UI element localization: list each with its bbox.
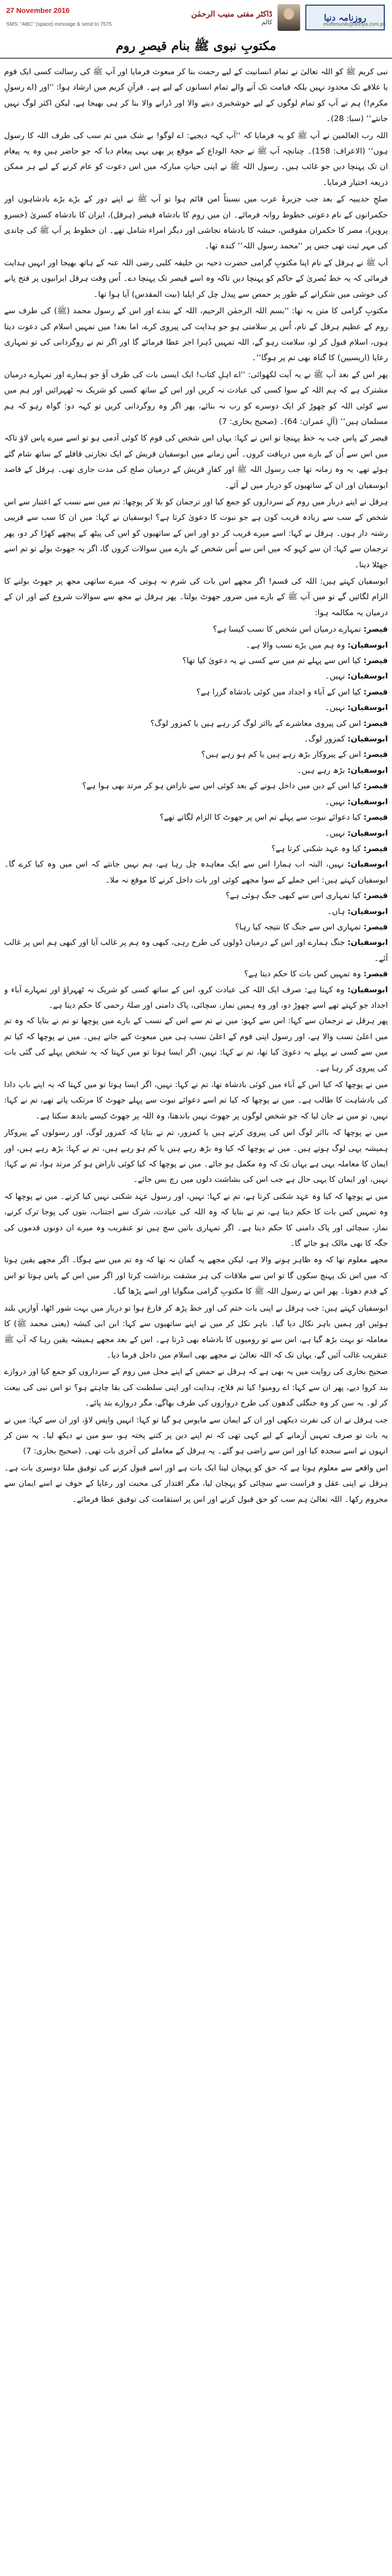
article-paragraph: آپ ﷺ نے ہرقل کے نام اپنا مکتوبِ گرامی حضرت دحیہ بن خلیفہ کلبی رضی اللہ عنہ کے ہاتھ بھیجا اور انہیں ہدایت فرمائی کہ یہ خط بُصریٰ کے حاکم کو پہنچا دیں تاکہ وہ اسے قیصر تک پہنچا دے۔ اُس وقت ہرقل ایرانیوں پر فتح پانے کی خوشی میں شکرانے کے طور پر حمص سے پیدل چل کر ایلیا (بیت المقدس) آیا ہوا تھا۔	[4, 258, 388, 299]
dialog-line	[4, 919, 388, 935]
dialog-text: وہ کہتا ہے: صرف ایک اللہ کی عبادت کرو، اس کے ساتھ کسی کو شریک نہ ٹھہراؤ اور تمہارے آباء و اجداد جو کہتے تھے اسے چھوڑ دو، اور وہ ہمیں نماز، سچائی، پاک دامنی اور صلۂ رحمی کا حکم دیتا ہے۔	[4, 985, 388, 1010]
dialog-speaker: قیصر:	[363, 922, 388, 931]
publish-date: 27 November 2016	[6, 6, 70, 14]
dialog-text: اس کی پیروی معاشرے کے بااثر لوگ کر رہے ہیں یا کمزور لوگ؟	[150, 718, 361, 728]
dialog-speaker: ابوسفیان:	[347, 765, 388, 775]
dialog-text: کیا وہ عہد شکنی کرتا ہے؟	[271, 843, 361, 853]
dialog-text: نہیں، البتہ اب ہمارا اس سے ایک معاہدہ چل رہا ہے، ہم نہیں جانتے کہ اس میں وہ کیا کرے گا۔ ابوسفیان کہتے ہیں: اس جملے کے سوا مجھے کوئی اور بات داخل کرنے کا موقع نہ ملا۔	[4, 859, 388, 885]
dialog-speaker: قیصر:	[363, 812, 388, 822]
dialog-speaker: قیصر:	[363, 656, 388, 666]
article-paragraph: ہرقل نے اپنے دربار میں روم کے سرداروں کو جمع کیا اور ترجمان کو بلا کر پوچھا: تم میں سے نسب کے اعتبار سے اس شخص کے سب سے زیادہ قریب کون ہے جو نبوت کا دعویٰ کرتا ہے؟ ابوسفیان نے کہا: میں ان کا سب سے قریبی رشتہ دار ہوں۔ ہرقل نے کہا: اسے میرے قریب کر دو اور اس کے ساتھیوں کو اس کی پیٹھ کے پیچھے کھڑا کر دو، پھر ترجمان سے کہا: ان سے کہو کہ میں اس سے اُس شخص کے بارے میں سوالات کروں گا، اگر یہ جھوٹ بولے تو تم اسے جھٹلا دینا۔	[4, 497, 388, 569]
dialog-text: تمہارے درمیان اس شخص کا نسب کیسا ہے؟	[213, 624, 361, 634]
article-paragraph: نبی کریم ﷺ کو اللہ تعالیٰ نے تمام انسانیت کے لیے رحمت بنا کر مبعوث فرمایا اور آپ ﷺ کی رسالت کسی ایک قوم یا علاقے تک محدود نہیں بلکہ قیامت تک آنے والے تمام انسانوں کے لیے ہے۔ قرآنِ کریم میں ارشاد ہوا: ''اور (اے رسولِ مکرم!) ہم نے آپ کو تمام لوگوں کے لیے خوشخبری دینے والا اور ڈرانے والا بنا کر ہی بھیجا ہے، لیکن اکثر لوگ نہیں جانتے‘‘ (سبا: 28)۔	[4, 67, 388, 124]
dialog-line	[4, 856, 388, 888]
article-paragraph: پھر اس کے بعد آپ ﷺ نے یہ آیت لکھوائی: ''اے اہلِ کتاب! ایک ایسی بات کی طرف آؤ جو ہمارے اور تمہارے درمیان مشترک ہے کہ ہم اللہ کے سوا کسی کی عبادت نہ کریں اور اس کے ساتھ کسی کو شریک نہ ٹھہرائیں اور ہم میں سے کوئی اللہ کو چھوڑ کر ایک دوسرے کو رب نہ بنائے، پھر اگر وہ روگردانی کریں تو کہہ دو: گواہ رہو کہ ہم مسلمان ہیں‘‘ (آلِ عمران: 64)۔ (صحیح بخاری: 7)	[4, 369, 388, 426]
dialog-line	[4, 668, 388, 684]
article-paragraph: ابوسفیان کہتے ہیں: اللہ کی قسم! اگر مجھے اس بات کی شرم نہ ہوتی کہ میرے ساتھی مجھ پر جھوٹ بولنے کا الزام لگائیں گے تو میں آپ ﷺ کے بارے میں ضرور جھوٹ بولتا۔ پھر ہرقل نے مجھ سے سوالات شروع کیے اور ان کے درمیان یہ مکالمہ ہوا:	[4, 577, 388, 617]
dialog-text: کیا اس کے دین میں داخل ہونے کے بعد کوئی اس سے ناراض ہو کر مرتد بھی ہوا ہے؟	[82, 781, 361, 791]
dialog-speaker: ابوسفیان:	[347, 671, 388, 681]
dialog-line	[4, 637, 388, 653]
author-name: ڈاکٹر مفتی منیب الرحمٰن	[191, 9, 272, 19]
dialog-text: کیا اس کے آباء و اجداد میں کوئی بادشاہ گزرا ہے؟	[196, 687, 361, 697]
sms-info: SMS: "ABC" (space) message & send to 7575	[6, 22, 112, 27]
author-email[interactable]: muftimunib@dunya.com.pk	[323, 22, 386, 27]
dialog-line	[4, 684, 388, 700]
column-label: کالم	[261, 19, 272, 26]
dialog-text: کیا تمہاری اس سے کبھی جنگ ہوئی ہے؟	[225, 891, 361, 901]
article-paragraph: پھر ہرقل نے ترجمان سے کہا: اس سے کہو: میں نے تم سے اس کے نسب کے بارے میں پوچھا تو تم نے بتایا کہ وہ تم میں اعلیٰ نسب والا ہے، اور رسول اپنی قوم کے اعلیٰ نسب ہی میں مبعوث کیے جاتے ہیں۔ میں نے پوچھا کہ کیا تم میں سے کسی نے پہلے یہ دعویٰ کیا تھا، تم نے کہا: نہیں، اگر ایسا ہوتا تو میں کہتا کہ یہ شخص پہلے کی گئی بات کی پیروی کر رہا ہے۔	[4, 1016, 388, 1073]
dialog-speaker: قیصر:	[363, 718, 388, 728]
dialog-line	[4, 747, 388, 762]
dialog-text: ہاں۔	[327, 906, 345, 916]
dialog-text: نہیں۔	[325, 703, 345, 713]
dialog-line	[4, 888, 388, 903]
dialog-speaker: قیصر:	[363, 891, 388, 901]
dialog-speaker: ابوسفیان:	[347, 859, 388, 869]
dialog-speaker: قیصر:	[363, 624, 388, 634]
dialog-line	[4, 762, 388, 778]
dialog-text: بڑھ رہے ہیں۔	[297, 765, 345, 775]
dialog-speaker: ابوسفیان:	[347, 640, 388, 650]
article-paragraph: میں نے پوچھا کہ کیا اس کے آباء میں کوئی بادشاہ تھا، تم نے کہا: نہیں، اگر ایسا ہوتا تو میں کہتا کہ یہ اپنے باپ دادا کی بادشاہت کا طالب ہے۔ میں نے پوچھا کہ کیا تم اسے دعوائے نبوت سے پہلے جھوٹ کا مرتکب پاتے تھے، تم نے کہا: نہیں، تو میں نے جان لیا کہ جو شخص لوگوں پر جھوٹ نہیں باندھتا، وہ اللہ پر جھوٹ کیسے باندھ سکتا ہے۔	[4, 1080, 388, 1121]
dialog-text: وہ ہم میں بڑے نسب والا ہے۔	[246, 640, 345, 650]
article-paragraph: صحیح بخاری کی روایت میں یہ بھی ہے کہ ہرقل نے حمص کے اپنے محل میں روم کے سرداروں کو جمع کیا اور دروازے بند کروا دیے، پھر ان سے کہا: اے رومیو! کیا تم فلاح، ہدایت اور اپنی سلطنت کی بقا چاہتے ہو؟ تو اس نبی کی بیعت کر لو۔ یہ سن کر وہ جنگلی گدھوں کی طرح دروازوں کی طرف بھاگے، مگر دروازے بند پائے۔	[4, 1367, 388, 1408]
dialog-speaker: ابوسفیان:	[347, 906, 388, 916]
dialog-line	[4, 809, 388, 825]
dialog-line	[4, 825, 388, 841]
article-paragraph: قیصر کے پاس جب یہ خط پہنچا تو اس نے کہا: یہاں اس شخص کی قوم کا کوئی آدمی ہو تو اسے میرے پاس لاؤ تاکہ میں اس سے اُن کے بارے میں دریافت کروں۔ اُس زمانے میں ابوسفیان قریش کے ایک تجارتی قافلے کے ساتھ شام گئے ہوئے تھے، یہ وہ زمانہ تھا جب رسول اللہ ﷺ اور کفارِ قریش کے درمیان صلح کی مدت جاری تھی۔ ہرقل کے قاصد ابوسفیان اور ان کے ساتھیوں کو دربار میں لے آئے۔	[4, 433, 388, 490]
dialog-text: کیا اس سے پہلے تم میں سے کسی نے یہ دعویٰ کیا تھا؟	[182, 656, 361, 666]
dialog-line	[4, 621, 388, 637]
dialog-text: نہیں۔	[325, 828, 345, 838]
column-headline: مکتوبِ نبوی ﷺ بنام قیصرِ روم	[116, 38, 276, 53]
dialog-line	[4, 716, 388, 731]
dialog-speaker: قیصر:	[363, 969, 388, 979]
dialog-text: نہیں۔	[325, 796, 345, 806]
dialog-speaker: ابوسفیان:	[347, 703, 388, 713]
dialog-speaker: ابوسفیان:	[347, 828, 388, 838]
dialog-text: جنگ ہمارے اور اس کے درمیان ڈولوں کی طرح رہی، کبھی وہ ہم پر غالب آیا اور کبھی ہم اس پر غالب آئے۔	[4, 938, 388, 963]
dialog-speaker: ابوسفیان:	[347, 938, 388, 947]
article-paragraph: مجھے معلوم تھا کہ وہ ظاہر ہونے والا ہے، لیکن مجھے یہ گمان نہ تھا کہ وہ تم میں سے ہوگا۔ اگر مجھے یقین ہوتا کہ میں اس تک پہنچ سکوں گا تو اس سے ملاقات کی ہر مشقت برداشت کرتا اور اگر میں اس کے پاس ہوتا تو اس کے قدم دھوتا۔ پھر اس نے رسول اللہ ﷺ کا مکتوبِ گرامی منگوایا اور اسے پڑھا گیا۔	[4, 1255, 388, 1296]
dialog-speaker: قیصر:	[363, 781, 388, 791]
article-paragraph: میں نے پوچھا کہ بااثر لوگ اس کی پیروی کرتے ہیں یا کمزور، تم نے بتایا کہ کمزور لوگ، اور رسولوں کے پیروکار ہمیشہ یہی لوگ ہوتے ہیں۔ میں نے پوچھا کہ کیا وہ بڑھ رہے ہیں یا کم ہو رہے ہیں، تم نے کہا: بڑھ رہے ہیں، اور ایمان کا معاملہ یہی ہے یہاں تک کہ وہ مکمل ہو جائے۔ میں نے پوچھا کہ کیا کوئی ناراض ہو کر مرتد ہوا، تم نے کہا: نہیں، اور ایمان کا یہی حال ہے جب اس کی بشاشت دلوں میں رچ بس جائے۔	[4, 1128, 388, 1184]
dialog-line	[4, 731, 388, 747]
dialog-speaker: ابوسفیان:	[347, 796, 388, 806]
article-paragraph: میں نے پوچھا کہ کیا وہ عہد شکنی کرتا ہے، تم نے کہا: نہیں، اور رسول عہد شکنی نہیں کیا کرتے۔ میں نے پوچھا کہ وہ تمہیں کس بات کا حکم دیتا ہے، تم نے بتایا کہ وہ اللہ کی عبادت، شرک سے اجتناب، بتوں کی پوجا ترک کرنے، نماز، سچائی اور پاک دامنی کا حکم دیتا ہے۔ اگر تمہاری باتیں سچ ہیں تو عنقریب وہ میرے ان دونوں قدموں کی جگہ کا بھی مالک ہو جائے گا۔	[4, 1191, 388, 1248]
dialog-line	[4, 935, 388, 966]
newspaper-logo: روزنامہ دنیا	[305, 5, 385, 30]
article-paragraph: صلحِ حدیبیہ کے بعد جب جزیرۂ عرب میں نسبتاً امن قائم ہوا تو آپ ﷺ نے اپنے دور کے بڑے بڑے بادشاہوں اور حکمرانوں کے نام دعوتی خطوط روانہ فرمائے۔ ان میں روم کا بادشاہ قیصر (ہرقل)، ایران کا بادشاہ کسریٰ (خسرو پرویز)، مصر کا حکمران مقوقس، حبشہ کا بادشاہ نجاشی اور دیگر امراء شامل تھے۔ ان خطوط پر آپ ﷺ کی چاندی کی مہر ثبت تھی جس پر ''محمد رسول اللہ‘‘ کندہ تھا۔	[4, 194, 388, 251]
dialog-text: نہیں۔	[325, 671, 345, 681]
dialog-line	[4, 778, 388, 793]
dialog-text: اس کے پیروکار بڑھ رہے ہیں یا کم ہو رہے ہیں؟	[201, 750, 361, 759]
dialog-line	[4, 794, 388, 809]
dialog-speaker: قیصر:	[363, 687, 388, 697]
dialog-text: کیا دعوائے نبوت سے پہلے تم اس پر جھوٹ کا الزام لگاتے تھے؟	[159, 812, 361, 822]
dialog-line	[4, 841, 388, 856]
dialog-line	[4, 904, 388, 919]
article-paragraph: اس واقعے سے معلوم ہوتا ہے کہ حق کو پہچان لینا ایک بات ہے اور اسے قبول کرنے کی توفیق ملنا دوسری بات ہے۔ ہرقل نے اپنی عقل و فراست سے سچائی کو پہچان لیا، مگر اقتدار کی محبت اور رعایا کے خوف نے اسے ایمان سے محروم رکھا۔ اللہ تعالیٰ ہم سب کو حق قبول کرنے اور اس پر استقامت کی توفیق عطا فرمائے۔	[4, 1463, 388, 1504]
contact-strip	[6, 22, 386, 27]
dialog-speaker: ابوسفیان:	[347, 734, 388, 744]
dialog-text: تمہاری اس سے جنگ کا نتیجہ کیا رہا؟	[235, 922, 361, 931]
article-paragraph: اللہ رب العالمین نے آپ ﷺ کو یہ فرمایا کہ ''آپ کہہ دیجیے: اے لوگو! بے شک میں تم سب کی طرف اللہ کا رسول ہوں‘‘ (الاعراف: 158)۔ چنانچہ آپ ﷺ نے حجۃ الوداع کے موقع پر بھی یہی پیغام دیا کہ جو حاضر ہیں وہ یہ پیغام ان تک پہنچا دیں جو غائب ہیں۔ رسول اللہ ﷺ نے اپنی حیاتِ مبارکہ میں اس دعوت کو عام کرنے کے لیے ہر ممکن ذریعہ اختیار فرمایا۔	[4, 130, 388, 187]
article-paragraph: جب ہرقل نے ان کی نفرت دیکھی اور ان کے ایمان سے مایوس ہو گیا تو کہا: انہیں واپس لاؤ، اور ان سے کہا: میں نے یہ بات تو صرف تمہیں آزمانے کے لیے کہی تھی کہ تم اپنے دین پر کتنے پختہ ہو، سو میں نے دیکھ لیا۔ یہ سن کر انہوں نے اسے سجدہ کیا اور اس سے راضی ہو گئے۔ یہ ہرقل کے معاملے کی آخری بات تھی۔ (صحیح بخاری: 7)	[4, 1415, 388, 1456]
dialog-speaker: قیصر:	[363, 750, 388, 759]
dialog-speaker: قیصر:	[363, 843, 388, 853]
dialog-text: وہ تمہیں کس بات کا حکم دیتا ہے؟	[244, 969, 361, 979]
dialog-line	[4, 982, 388, 1013]
dialog-text: کمزور لوگ۔	[303, 734, 345, 744]
dialog-line	[4, 700, 388, 715]
dialog-speaker: ابوسفیان:	[347, 985, 388, 994]
article-paragraph: مکتوبِ گرامی کا متن یہ تھا: ''بسم اللہ الرحمٰن الرحیم، اللہ کے بندے اور اس کے رسول محمد (ﷺ) کی طرف سے روم کے عظیم ہرقل کے نام، اُس پر سلامتی ہو جو ہدایت کی پیروی کرے، اما بعد! میں تمہیں اسلام کی دعوت دیتا ہوں، اسلام قبول کر لو، سلامت رہو گے، اللہ تمہیں دُہرا اجر عطا فرمائے گا اور اگر تم نے روگردانی کی تو تمہاری رعایا (اریسیین) کا گناہ بھی تم پر ہوگا‘‘۔	[4, 306, 388, 363]
article-paragraph: ابوسفیان کہتے ہیں: جب ہرقل نے اپنی بات ختم کی اور خط پڑھ کر فارغ ہوا تو دربار میں بہت شور اٹھا، آوازیں بلند ہوئیں اور ہمیں باہر نکال دیا گیا۔ باہر نکل کر میں نے اپنے ساتھیوں سے کہا: ابن ابی کبشہ (یعنی محمد ﷺ) کا معاملہ تو بہت بڑھ گیا ہے، اس سے تو رومیوں کا بادشاہ بھی ڈرتا ہے۔ اس کے بعد مجھے ہمیشہ یقین رہا کہ آپ ﷺ عنقریب غالب آئیں گے، یہاں تک کہ اللہ تعالیٰ نے مجھے بھی اسلام میں داخل فرما دیا۔	[4, 1303, 388, 1360]
column-header	[0, 0, 392, 59]
article-body	[4, 64, 388, 2576]
dialog-line	[4, 653, 388, 668]
dialog-line	[4, 966, 388, 981]
